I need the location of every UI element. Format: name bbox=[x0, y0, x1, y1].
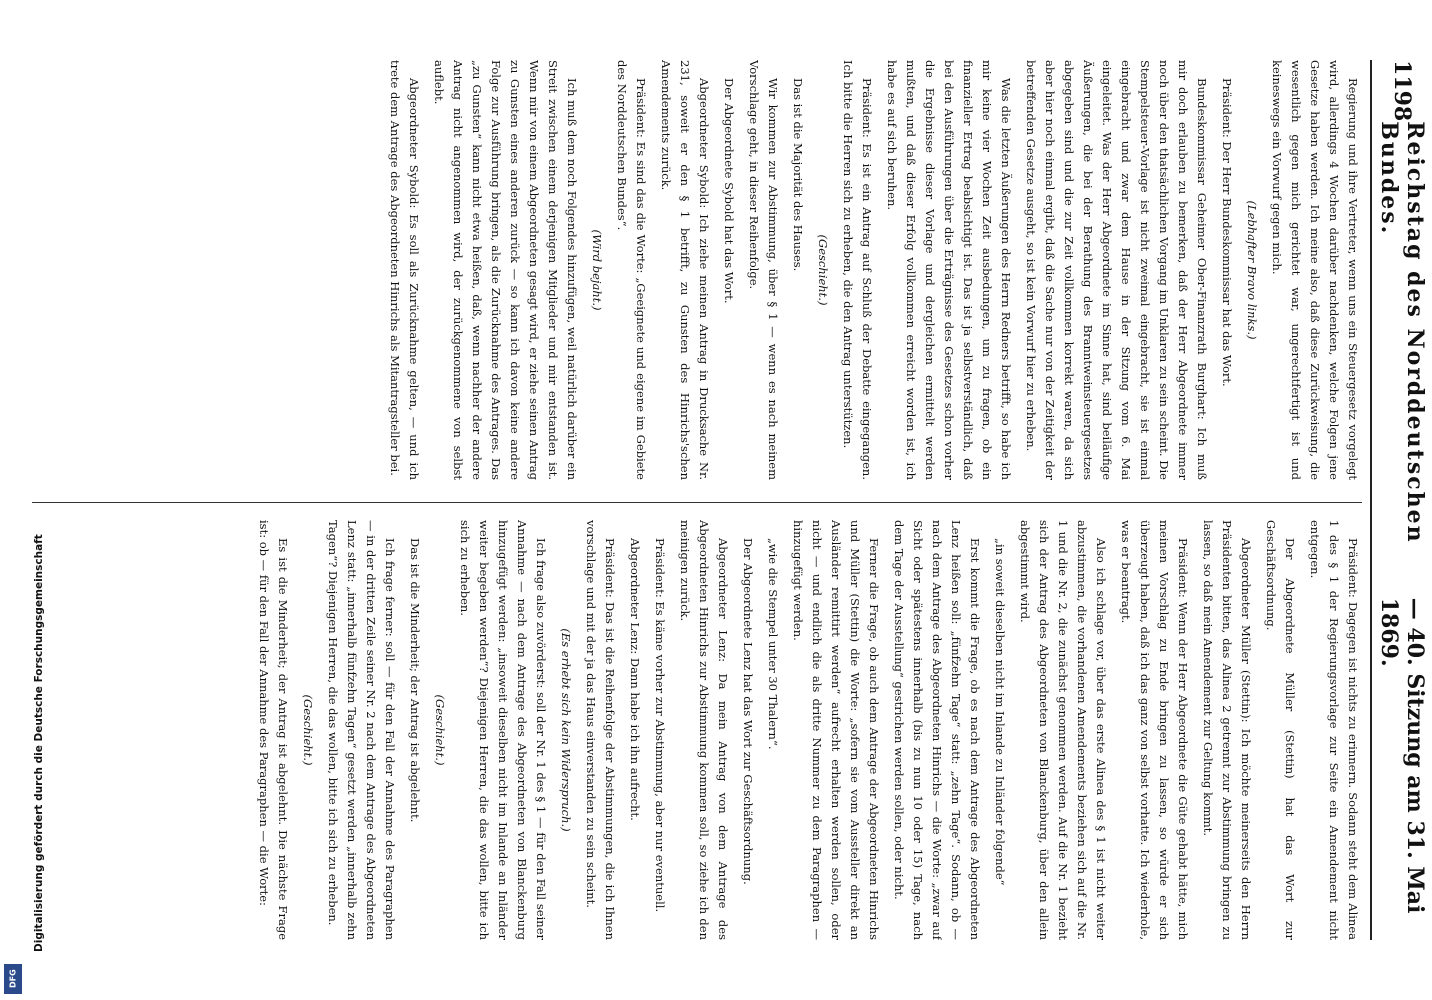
paragraph: (Geschieht.) bbox=[301, 694, 315, 766]
paragraph: Präsident: Es sind das die Worte: „Geeignete und eigene im Gebiete des Norddeutschen Bundes“. bbox=[615, 60, 648, 480]
paragraph: Der Abgeordnete Lenz hat das Wort zur Geschäftsordnung. bbox=[741, 538, 755, 885]
paragraph: Präsident: Dagegen ist nichts zu erinnern. Sodann steht dem Alinea 1 des § 1 der Regierungsvorlage zur Seite ein Amendement nicht entgegen. bbox=[1308, 520, 1360, 940]
paragraph: Das ist die Majorität des Hauses. bbox=[791, 78, 805, 272]
paragraph: Also ich schlage vor, über das erste Alinea des § 1 ist nicht weiter abzustimmen, die vorhandenen Amendements beziehen sich auf die Nr. 1 und die Nr. 2, die zunächst genommen werden. Auf die Nr. 1 bezieht sich der Antrag des Abgeordneten von Blanckenburg, über den allein abgestimmt wird. bbox=[1018, 520, 1108, 940]
paragraph: Präsident: Es ist ein Antrag auf Schluß der Debatte eingegangen. Ich bitte die Herren sich zu erheben, die den Antrag unterstützen. bbox=[841, 60, 874, 480]
paragraph: Es ist die Minderheit; der Antrag ist abgelehnt. Die nächste Frage ist: ob — für den Fall der Annahme des Paragraphen — die Worte: bbox=[257, 520, 290, 940]
paragraph: Präsident: Wenn der Herr Abgeordnete die Güte gehabt hätte, mich meinen Vorschlag zu Ende bringen zu lassen, so würde er sich überzeugt haben, daß ich das ganz von selbst vorhatte. Ich wiederhole, was er beantragt. bbox=[1119, 520, 1190, 940]
paragraph: Ich frage also zuvörderst: soll der Nr. 1 des § 1 — für den Fall seiner Annahme — nach dem Antrage des Abgeordneten von Blanckenburg hinzugefügt werden: „insoweit dieselben nicht im Inlande an Inländer weiter begeben werden“? Diejenigen Herren, die das wollen, bitte ich sich zu erheben. bbox=[458, 520, 548, 940]
paragraph: „in soweit dieselben nicht im Inlande zu Inländer folgende“ bbox=[993, 538, 1007, 886]
paragraph: Wir kommen zur Abstimmung, über § 1 — wenn es nach meinem Vorschlage geht, in dieser Reihenfolge. bbox=[747, 60, 780, 480]
paragraph: Erst kommt die Frage, ob es nach dem Antrage des Abgeordneten Lenz heißen soll: „fünfzehn Tage“ statt: „zehn Tage“. Sodann, ob — nach dem Antrage des Abgeordneten Hinrichs — die Worte: „zwar auf Sicht oder spätestens innerhalb (bis zu nun 10 oder 15) Tage, nach dem Tage der Ausstellung“ gestrichen werden sollen, oder nicht. bbox=[892, 520, 982, 940]
paragraph: (Wird bejaht.) bbox=[590, 229, 604, 311]
paragraph: Präsident: Der Herr Bundeskommissar hat das Wort. bbox=[1220, 78, 1234, 387]
paragraph: Ich muß dem noch Folgendes hinzufügen, weil natürlich darüber ein Streit zwischen einem derjenigen Mitglieder und mir entstanden ist. Wenn mir von einem Abgeordneten gesagt wird, er ziehe seinen Antrag zu Gunsten eines anderen zurück — so kann ich davon keine andere Folge zur Ausführung bringen, als die Zurücknahme des Antrages. Das „zu Gunsten“ kann nicht etwa heißen, daß, wenn nachher der andere Antrag nicht angenommen wird, der zurückgenommene von selbst auflebt. bbox=[432, 60, 579, 480]
paragraph: Präsident: Das ist die Reihenfolge der Abstimmungen, die ich Ihnen vorschlage und mit der ja das Haus einverstanden zu sein scheint. bbox=[584, 520, 617, 940]
paragraph: Abgeordneter Lenz: Da mein Antrag von dem Antrage des Abgeordneten Hinrichs zur Abstimmung kommen soll, so ziehe ich den meinigen zurück. bbox=[678, 520, 730, 940]
paragraph: Regierung und ihre Vertreter, wenn uns ein Steuergesetz vorgelegt wird, allerdings 4 Wochen darüber nachdenken, welche Folgen jene Gesetze haben werden. Ich meine also, daß diese Zurückweisung, die wesentlich gegen mich gerichtet war, ungerechtfertigt ist und keineswegs ein Vorwurf gegen mich. bbox=[1270, 60, 1360, 480]
session-label: — 40. Sitzung am 31. Mai 1869. bbox=[1376, 597, 1428, 914]
page-title: Reichstag des Norddeutschen Bundes. bbox=[1376, 121, 1428, 544]
paragraph: „wie die Stempel unter 30 Thalern“. bbox=[766, 538, 780, 750]
paragraph: Der Abgeordnete Müller (Stettin) hat das Wort zur Geschäftsordnung. bbox=[1264, 520, 1297, 940]
column-divider bbox=[32, 502, 1362, 503]
paragraph: (Geschieht.) bbox=[816, 234, 830, 306]
paragraph: Bundeskommissar Geheimer Ober-Finanzrath Burghart: Ich muß mir doch erlauben zu bemerken, daß der Herr Abgeordnete immer noch über den thatsächlichen Vorgang im Unklaren zu sein scheint. Die Stempelsteuer-Vorlage ist nicht zweimal eingebracht, sie ist einmal eingebracht und zwar dem Hause in der Sitzung vom 6. Mai eingeleitet. Was der Herr Abgeordnete im Sinne hat, sind beiläufige Äußerungen, die bei der Berathung des Branntweinsteuergesetzes abgegeben sind und die zur Zeit vollkommen korrekt waren, da sich aber hier noch einmal ergibt, daß die Sache nur von der Zeitigkeit der betreffenden Gesetze ausgeht, so ist kein Vorwurf hier zu erheben. bbox=[1024, 60, 1209, 480]
page-header bbox=[1370, 60, 1432, 940]
right-column bbox=[32, 520, 1362, 940]
paragraph: Abgeordneter Müller (Stettin): Ich möchte meinerseits den Herrn Präsidenten bitten, das Alinea 2 getrennt zur Abstimmung bringen zu lassen, so daß mein Amendement zur Geltung kommt. bbox=[1201, 520, 1253, 940]
paragraph: (Es erhebt sich kein Widerspruch.) bbox=[559, 628, 573, 832]
left-column bbox=[32, 60, 1362, 480]
paragraph: Abgeordneter Sybold: Es soll als Zurücknahme gelten, — und ich trete dem Antrage des Abgeordneten Hinrichs als Mitantragsteller bei. bbox=[388, 60, 421, 480]
paragraph: Ferner die Frage, ob auch dem Antrage der Abgeordneten Hinrichs und Müller (Stettin) die Worte: „sofern sie vom Aussteller direkt an Ausländer remittirt werden“ aufrecht erhalten werden sollen, oder nicht — und endlich die als dritte Nummer zu dem Paragraphen — hinzugefügt werden. bbox=[791, 520, 881, 940]
paragraph: (Geschieht.) bbox=[433, 694, 447, 766]
page-number: 1198 bbox=[1389, 60, 1415, 122]
paragraph: Was die letzten Äußerungen des Herrn Redners betrifft, so habe ich mir keine vier Wochen Zeit ausbedungen, um zu fragen, ob ein finanzieller Ertrag beabsichtigt ist. Das ist ja selbstverständlich, daß bei den Ausführungen über die Erträgnisse des Gesetzes schon vorher die Ergebnisse dieser Vorlage und dergleichen ermittelt werden mußten, und daß dieser Erfolg vollkommen erreicht worden ist, ich habe es auf sich beruhen. bbox=[885, 60, 1013, 480]
digitization-credit: Digitalisierung gefördert durch die Deutsche Forschungsgemeinschaft bbox=[33, 534, 45, 952]
paragraph: Abgeordneter Sybold: Ich ziehe meinen Antrag in Drucksache Nr. 231, soweit er den § 1 betrifft, zu Gunsten des Hinrichs'schen Amendements zurück. bbox=[659, 60, 711, 480]
paragraph: Abgeordneter Lenz: Dann habe ich ihn aufrecht. bbox=[628, 538, 642, 821]
digitization-strip bbox=[0, 0, 45, 1000]
paragraph: Präsident: Es käme vorher zur Abstimmung, aber nur eventuell. bbox=[653, 538, 667, 913]
paragraph: Der Abgeordnete Sybold hat das Wort. bbox=[722, 78, 736, 304]
paragraph: (Lebhafter Bravo links.) bbox=[1245, 200, 1259, 340]
dfg-logo: DFG bbox=[4, 964, 22, 994]
paragraph: Ich frage ferner: soll — für den Fall der Annahme des Paragraphen — in der dritten Zeile seiner Nr. 2 nach dem Antrage des Abgeordneten Lenz statt: „innerhalb fünfzehn Tagen“ gesetzt werden „innerhalb zehn Tagen“? Diejenigen Herren, die das wollen, bitte ich sich zu erheben. bbox=[326, 520, 397, 940]
paragraph: Das ist die Minderheit; der Antrag ist abgelehnt. bbox=[408, 538, 422, 823]
